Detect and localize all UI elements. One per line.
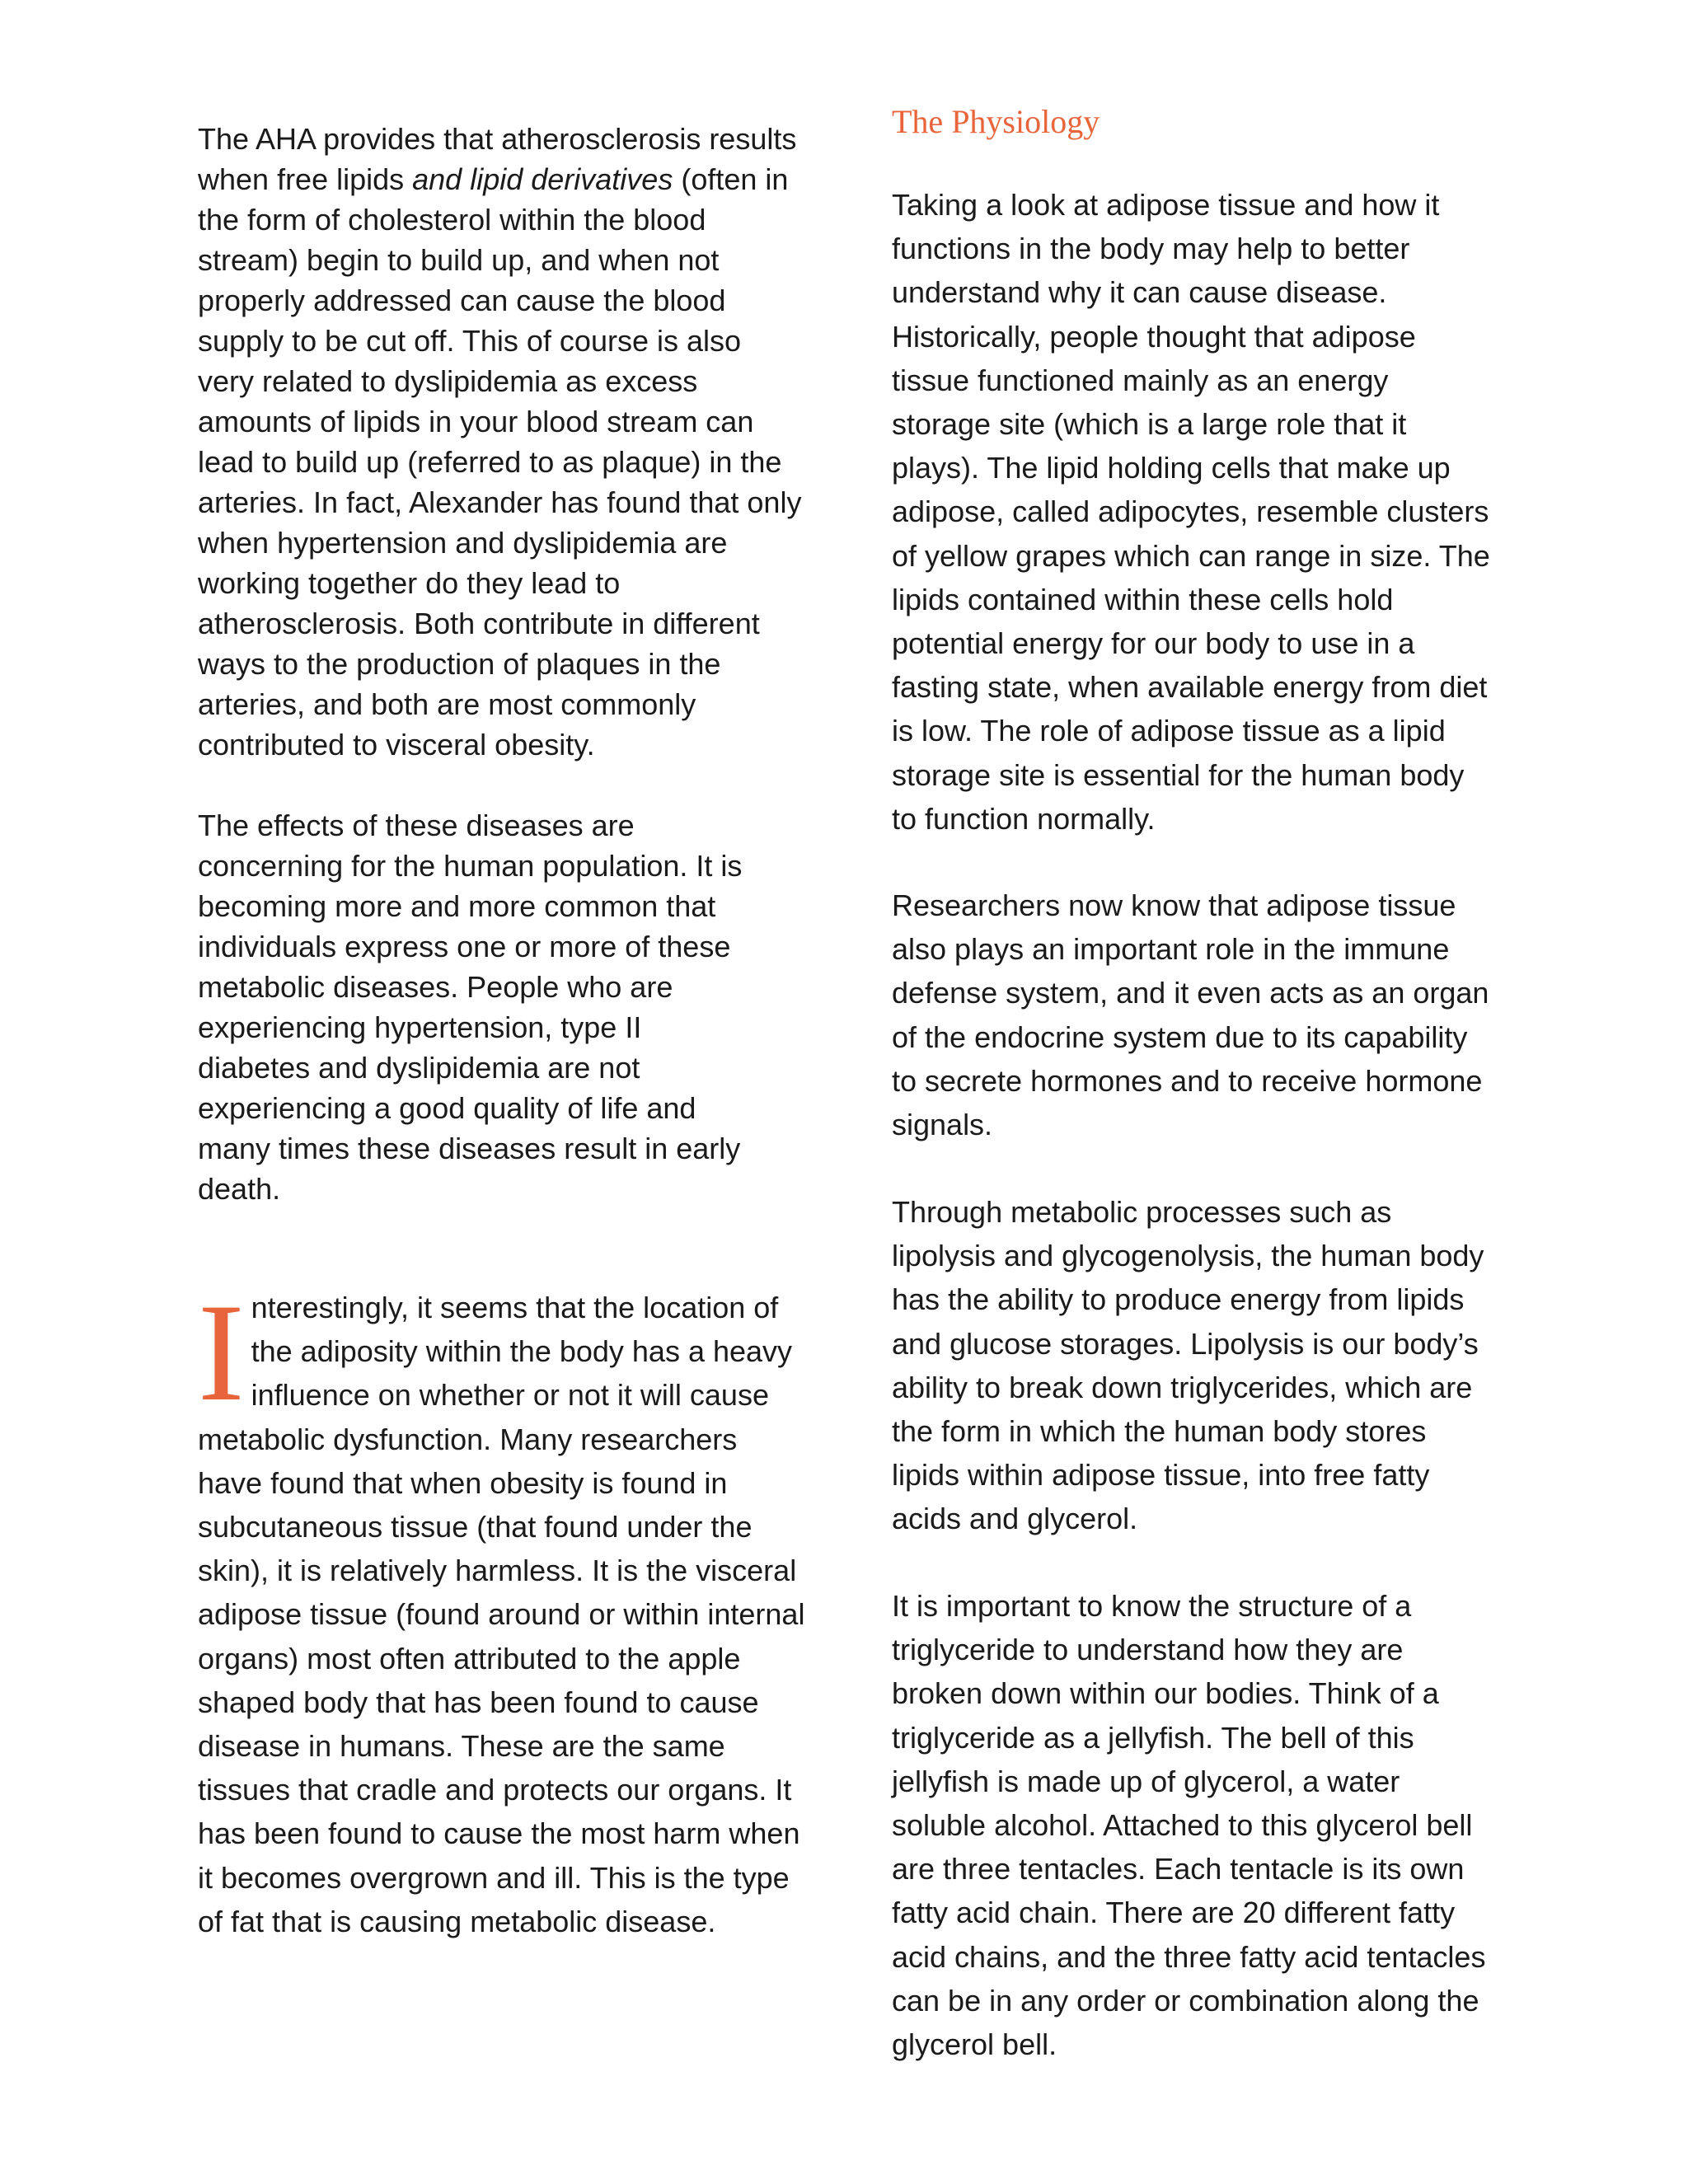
paragraph-triglyceride: It is important to know the structure of a triglyceride to understand how they are broken down within our bodies. Think of a triglyceride as a jellyfish. The bell of this jellyfish is made up of glycerol, a water soluble alcohol. Attached to this glycerol bell are three tentacles. Each tentacle is its own fatty acid chain. There are 20 different fatty acid chains, and the three fatty acid tentacles can be in any order or combination along the glycerol bell.	[892, 1589, 1486, 2062]
section-heading: The Physiology	[892, 103, 1100, 140]
italic-phrase: and lipid derivatives	[412, 162, 673, 196]
paragraph-atherosclerosis	[198, 119, 804, 765]
paragraph-lipolysis: Through metabolic processes such as lipolysis and glycogenolysis, the human body has the ability to produce energy from lipids and glucose storages. Lipolysis is our body’s ability to break down triglycerides, which are the form in which the human body stores lipids within adipose tissue, into free fatty acids and glycerol.	[892, 1195, 1484, 1536]
paragraph-text: The AHA provides that atherosclerosis results when free lipids	[198, 122, 797, 196]
paragraph-text: nterestingly, it seems that the location of the adiposity within the body has a heavy influence on whether or not it will cause metabolic dysfunction. Many researchers have found that when obesity is found in subcutaneous tissue (that found under the skin), it is relatively harmless. It is the visceral adipose tissue (found around or within internal organs) most often attributed to the apple shaped body that has been found to cause disease in humans. These are the same tissues that cradle and protects our organs. It has been found to cause the most harm when it becomes overgrown and ill. This is the type of fat that is causing metabolic disease.	[198, 1291, 805, 1938]
paragraph-effects: The effects of these diseases are concerning for the human population. It is becoming more and more common that individuals express one or more of these metabolic diseases. People who are experiencing hypertension, type II diabetes and dyslipidemia are not experiencing a good quality of life and many times these diseases result in early death.	[198, 808, 743, 1206]
paragraph-text: (often in the form of cholesterol within the blood stream) begin to build up, and when not properly addressed can cause the blood supply to be cut off. This of course is also very related to dyslipidemia as excess amounts of lipids in your blood stream can lead to build up (referred to as plaque) in the arteries. In fact, Alexander has found that only when hypertension and dyslipidemia are working together do they lead to atherosclerosis. Both contribute in different ways to the production of plaques in the arteries, and both are most commonly contributed to visceral obesity.	[198, 162, 802, 762]
paragraph-adipose-tissue: Taking a look at adipose tissue and how it functions in the body may help to better understand why it can cause disease. Historically, people thought that adipose tissue functioned mainly as an energy storage site (which is a large role that it plays). The lipid holding cells that make up adipose, called adipocytes, resemble clusters of yellow grapes which can range in size. The lipids contained within these cells hold potential energy for our body to use in a fasting state, when available energy from diet is low. The role of adipose tissue as a lipid storage site is essential for the human body to function normally.	[892, 188, 1490, 836]
drop-cap: I	[198, 1275, 245, 1430]
paragraph-immune-endocrine: Researchers now know that adipose tissue also plays an important role in the immune defense system, and it even acts as an organ of the endocrine system due to its capability to secrete hormones and to receive hormone signals.	[892, 888, 1489, 1142]
paragraph-adiposity-location	[198, 1275, 808, 1943]
